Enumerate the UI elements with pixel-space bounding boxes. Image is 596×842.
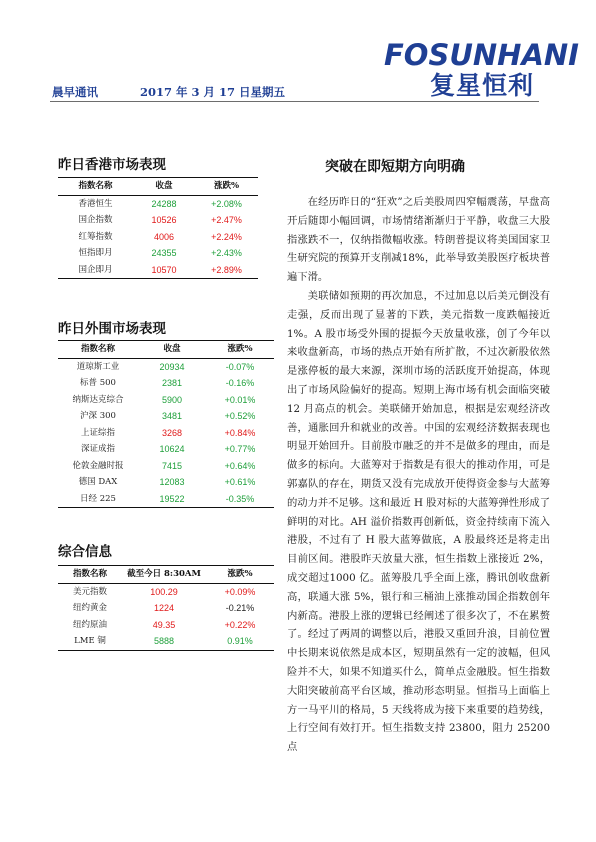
index-name-cell: 纽约黄金 xyxy=(72,603,107,613)
change-percent-cell: +0.01% xyxy=(224,394,256,405)
close-value-cell: 1224 xyxy=(153,603,175,613)
index-name-cell: 香港恒生 xyxy=(78,198,113,209)
index-name-cell: 红筹指数 xyxy=(78,231,113,242)
close-value-cell: 2381 xyxy=(161,378,183,388)
brand-logo-en: FOSUNHANI xyxy=(384,38,579,72)
table-row xyxy=(58,441,274,458)
column-header: 涨跌% xyxy=(206,341,274,359)
column-header: 涨跌% xyxy=(206,566,274,584)
close-value-cell: 49.35 xyxy=(152,619,176,630)
publication-name: 晨早通讯 xyxy=(52,85,98,99)
close-value-cell: 3481 xyxy=(161,411,183,421)
index-name-cell: 标普 500 xyxy=(80,378,116,388)
table-row xyxy=(58,392,274,409)
table-row xyxy=(58,262,258,279)
change-percent-cell: -0.35% xyxy=(206,491,274,508)
table-row xyxy=(58,600,274,617)
column-header: 指数名称 xyxy=(58,566,122,584)
change-percent-cell: +0.52% xyxy=(224,411,256,421)
column-header: 收盘 xyxy=(138,341,206,359)
table-row xyxy=(58,491,274,508)
column-header: 截至今日 8:30AM xyxy=(122,566,206,584)
table-row xyxy=(58,408,274,425)
index-name-cell: 日经 225 xyxy=(58,491,138,508)
change-percent-cell: +0.77% xyxy=(224,444,256,454)
world-market-title: 昨日外围市场表现 xyxy=(58,321,166,337)
table-header-row xyxy=(58,178,258,196)
index-name-cell: 德国 DAX xyxy=(78,477,118,487)
article-body xyxy=(287,193,550,757)
change-percent-cell: -0.21% xyxy=(225,603,255,613)
index-name-cell: 纳斯达克综合 xyxy=(72,394,124,405)
table-row xyxy=(58,229,258,246)
table-row xyxy=(58,458,274,475)
header-divider xyxy=(50,101,539,102)
change-percent-cell: +2.89% xyxy=(195,262,258,279)
table-row xyxy=(58,375,274,392)
index-name-cell: 美元指数 xyxy=(72,586,107,597)
article-paragraph: 美联储如预期的再次加息，不过加息以后美元倒没有走强，反而出现了显著的下跌，美元指数一度跌幅接近1%。A 股市场受外围的提振今天放量收涨，创了今年以来收盘新高，市场的热点开始有所扩散，不过次新股依然是涨停板的最大来源，深圳市场的活跃度开始提高，体现出了市场风险偏好的提高。短期上海市场有机会面临突破 12 月高点的机会。美联储开始加息，根据是宏观经济改善，通胀回升和就业的改善。中国的宏观经济数据表现也明显开始回升。目前股市融乏的并不是做多的理由，而是做多的标向。大蓝筹对于指数是有很大的推动作用，可是郭嘉队的存在，期货又没有完成放开使得资金参与大蓝筹的动力并不足够。这和最近 H 股对标的大蓝筹弹性形成了鲜明的对比。AH 溢价指数再创新低，资金持续南下流入港股，不过有了 H 股大蓝筹做底，A 股最终还是将走出目前区间。港股昨天放量大涨，恒生指数上涨接近 2%，成交超过1000 亿。蓝筹股几乎全面上涨，腾讯创收盘新高，联通大涨 5%，银行和三桶油上涨推动国企指数创年内新高。港股上涨的逻辑已经阐述了很多次了，不在累赘了。经过了两周的调整以后，港股又重回升浪，目前位置中长期来说依然是成本区，短期虽然有一定的波幅，但风险并不大，如果不知道买什么，简单点金融股。恒生指数大阳突破前高平台区域，推动形态明显。恒指马上面临上方一马平川的格局，5 天线将成为接下来重要的趋势线，上行空间有效打开。恒生指数支持 23800，阻力 25200 点 xyxy=(287,289,550,754)
table-row xyxy=(58,245,258,262)
index-name-cell: 深证成指 xyxy=(80,444,115,454)
table-row xyxy=(58,583,274,600)
index-name-cell: 沪深 300 xyxy=(80,411,116,421)
index-name-cell: 上证综指 xyxy=(80,427,115,438)
change-percent-cell: +0.22% xyxy=(224,619,256,630)
close-value-cell: 24288 xyxy=(151,198,177,209)
change-percent-cell: -0.16% xyxy=(225,378,255,388)
table-row xyxy=(58,617,274,634)
change-percent-cell: +2.47% xyxy=(211,215,242,225)
change-percent-cell: +0.61% xyxy=(224,477,256,487)
article-title: 突破在即短期方向明确 xyxy=(325,159,465,175)
composite-info-title: 综合信息 xyxy=(58,544,112,560)
brand-logo-zh: 复星恒利 xyxy=(430,71,535,100)
change-percent-cell: +2.24% xyxy=(211,231,242,242)
composite-info-table xyxy=(58,565,274,651)
change-percent-cell: +0.64% xyxy=(224,460,256,471)
table-row xyxy=(58,195,258,212)
table-header-row xyxy=(58,566,274,584)
close-value-cell: 20934 xyxy=(159,361,185,372)
close-value-cell: 3268 xyxy=(161,427,183,438)
close-value-cell: 10570 xyxy=(133,262,195,279)
close-value-cell: 10624 xyxy=(159,444,185,454)
close-value-cell: 5900 xyxy=(161,394,183,405)
article-paragraph: 在经历昨日的“狂欢”之后美股周四窄幅震荡，早盘高开后随即小幅回调，市场情绪渐渐归于平静，收盘三大股指涨跌不一，仅纳指微幅收涨。特朗普提议将美国国家卫生研究院的预算开支削减18%，此举导致美股医疗板块普遍下滑。 xyxy=(287,196,550,284)
table-row xyxy=(58,358,274,375)
publication-date: 2017 年 3 月 17 日星期五 xyxy=(140,85,286,99)
close-value-cell: 10526 xyxy=(151,215,177,225)
column-header: 涨跌% xyxy=(195,178,258,196)
world-market-table xyxy=(58,340,274,508)
index-name-cell: LME 铜 xyxy=(58,633,122,650)
table-row xyxy=(58,425,274,442)
index-name-cell: 道琼斯工业 xyxy=(76,361,120,372)
change-percent-cell: +2.43% xyxy=(211,248,242,258)
table-row xyxy=(58,474,274,491)
index-name-cell: 伦敦金融时报 xyxy=(72,460,124,471)
hk-market-title: 昨日香港市场表现 xyxy=(58,157,166,173)
close-value-cell: 24355 xyxy=(151,248,177,258)
column-header: 指数名称 xyxy=(58,178,133,196)
column-header: 收盘 xyxy=(133,178,195,196)
close-value-cell: 100.29 xyxy=(150,586,178,597)
column-header: 指数名称 xyxy=(58,341,138,359)
close-value-cell: 4006 xyxy=(153,231,175,242)
table-header-row xyxy=(58,341,274,359)
close-value-cell: 12083 xyxy=(159,477,185,487)
close-value-cell: 19522 xyxy=(138,491,206,508)
table-row xyxy=(58,633,274,650)
close-value-cell: 7415 xyxy=(161,460,183,471)
index-name-cell: 纽约原油 xyxy=(72,619,107,630)
change-percent-cell: 0.91% xyxy=(206,633,274,650)
close-value-cell: 5888 xyxy=(122,633,206,650)
change-percent-cell: +2.08% xyxy=(211,198,242,209)
change-percent-cell: +0.84% xyxy=(224,427,256,438)
index-name-cell: 国企即月 xyxy=(58,262,133,279)
index-name-cell: 恒指即月 xyxy=(78,248,113,258)
change-percent-cell: +0.09% xyxy=(224,586,256,597)
change-percent-cell: -0.07% xyxy=(225,361,255,372)
hk-market-table xyxy=(58,177,258,279)
index-name-cell: 国企指数 xyxy=(78,215,113,225)
table-row xyxy=(58,212,258,229)
